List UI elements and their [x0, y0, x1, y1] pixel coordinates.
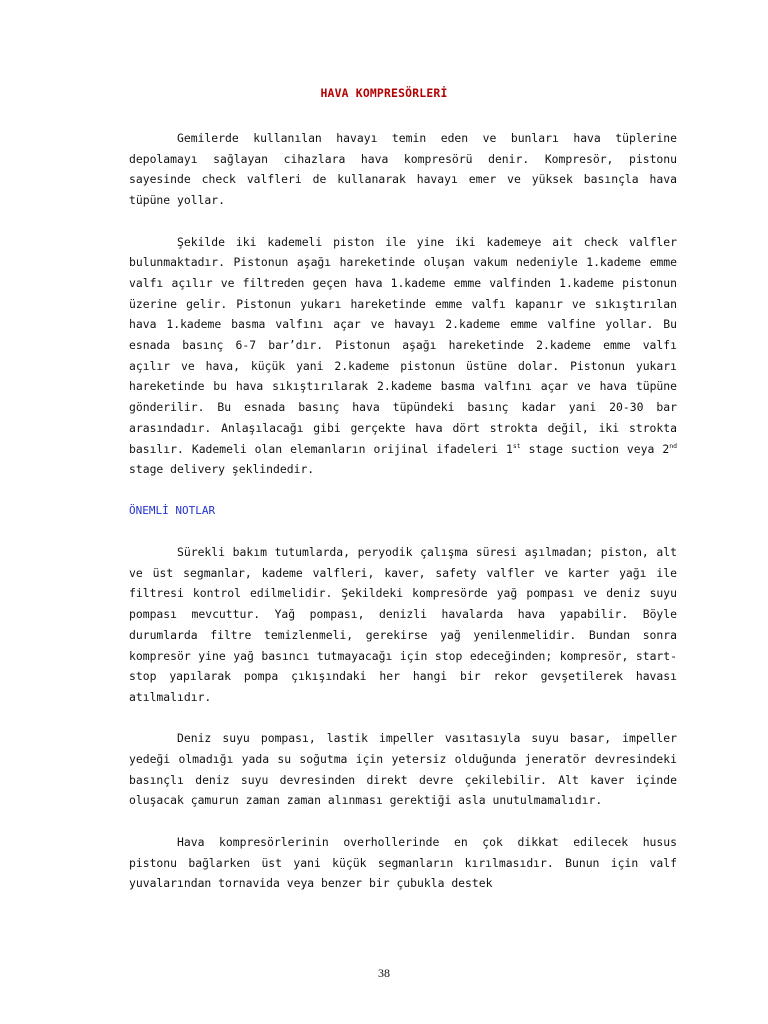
paragraph-two-stage-text: Şekilde iki kademeli piston ile yine iki kademeye ait check valfler bulunmaktadır. Pistonun aşağı hareketinde oluşan vakum nedeniyle 1.kademe emme valfı açılır ve filtreden geçen hava 1.kademe emme valfinden 1.kademe pistonun üzerine gelir. Pistonun yukarı hareketinde emme valfı kapanır ve sıkıştırılan hava 1.kademe basma valfını açar ve havayı 2.kademe emme valfine yollar. Bu esnada basınç 6-7 bar’dır. Pistonun aşağı hareketinde 2.kademe emme valfı açılır ve hava, küçük yani 2.kademe pistonun üstüne dolar. Pistonun yukarı hareketinde bu hava sıkıştırılarak 2.kademe basma valfını açar ve hava tüpüne gönderilir. Bu esnada basınç hava tüpündeki basınç kadar yani 20-30 bar arasındadır. Anlaşılacağı gibi gerçekte hava dört strokta değil, iki strokta basılır. Kademeli olan elemanların orijinal ifadeleri 1: [129, 234, 677, 456]
section-heading-notes: ÖNEMLİ NOTLAR: [129, 503, 216, 517]
document-title: HAVA KOMPRESÖRLERİ: [320, 86, 448, 100]
superscript-nd: nd: [669, 441, 678, 450]
page-number: 38: [378, 966, 390, 980]
paragraph-maintenance: Sürekli bakım tutumlarda, peryodik çalışma süresi aşılmadan; piston, alt ve üst segmanlar, kademe valfleri, kaver, safety valfler ve karter yağı ile filtresi kontrol edilmelidir. Şekildeki kompresörde yağ pompası ve deniz suyu pompası mevcuttur. Yağ pompası, denizli havalarda hava yapabilir. Böyle durumlarda filtre temizlenmeli, gerekirse yağ yenilenmelidir. Bundan sonra kompresör yine yağ basıncı tutmayacağı için stop edeceğinden; kompresör, start-stop yapılarak pompa çıkışındaki her hangi bir rekor gevşetilerek havası atılmalıdır.: [129, 545, 677, 704]
document-body: [129, 128, 677, 915]
paragraph-two-stage-end: stage delivery şeklindedir.: [129, 462, 315, 477]
superscript-st: st: [512, 441, 521, 450]
paragraph-overhaul: Hava kompresörlerinin overhollerinde en çok dikkat edilecek husus pistonu bağlarken üst yani küçük segmanların kırılmasıdır. Bunun için valf yuvalarından tornavida veya benzer bir çubukla destek: [129, 834, 677, 891]
paragraph-two-stage-mid: stage suction veya 2: [520, 441, 670, 456]
paragraph-intro: Gemilerde kullanılan havayı temin eden ve bunları hava tüplerine depolamayı sağlayan cihazlara hava kompresörü denir. Kompresör, pistonu sayesinde check valfleri de kullanarak havayı emer ve yüksek basınçla hava tüpüne yollar.: [129, 131, 677, 208]
paragraph-two-stage: [129, 232, 677, 480]
paragraph-sea-water-pump: Deniz suyu pompası, lastik impeller vasıtasıyla suyu basar, impeller yedeği olmadığı yada su soğutma için yetersiz olduğunda jeneratör devresindeki basınçlı deniz suyu devresinden direkt devre çekilebilir. Alt kaver içinde oluşacak çamurun zaman zaman alınması gerektiği asla unutulmamalıdır.: [129, 731, 677, 808]
